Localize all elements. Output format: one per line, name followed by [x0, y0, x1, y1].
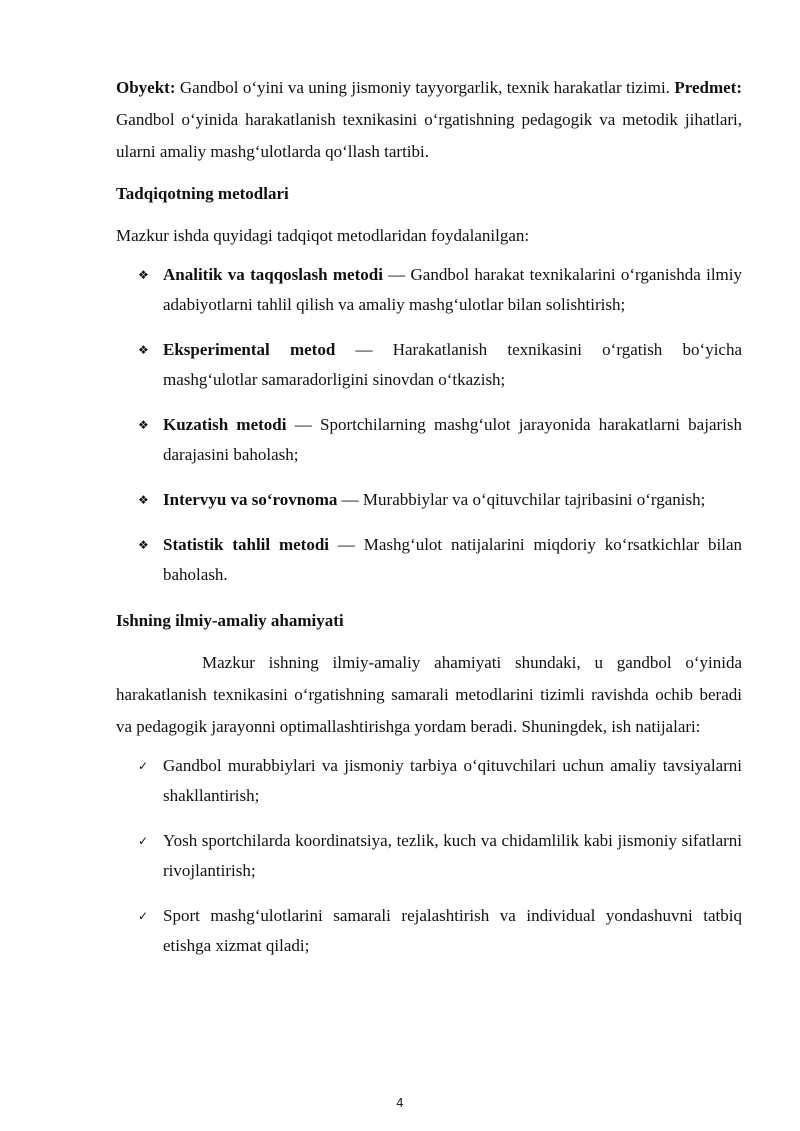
method-term: Kuzatish metodi [163, 415, 287, 434]
method-text: — Sportchilarning mashg‘ulot jarayonida harakatlarni bajarish darajasini baholash; [163, 415, 742, 464]
list-item [116, 530, 742, 590]
intro-block [116, 72, 742, 168]
diamond-bullet-icon: ❖ [138, 538, 149, 552]
list-item [116, 410, 742, 470]
list-item [116, 826, 742, 886]
method-text: — Murabbiylar va o‘qituvchilar tajribasini o‘rganish; [337, 490, 706, 509]
subject-text: Gandbol o‘yinida harakatlanish texnikasini o‘rgatishning pedagogik va metodik jihatlari, ularni amaliy mashg‘ulotlarda qo‘llash tartibi. [116, 110, 742, 161]
object-paragraph [116, 72, 742, 168]
method-term: Intervyu va so‘rovnoma [163, 490, 338, 509]
subject-label: Predmet: [674, 78, 742, 97]
methods-list [116, 260, 742, 590]
list-item [116, 485, 742, 515]
result-text: Yosh sportchilarda koordinatsiya, tezlik, kuch va chidamlilik kabi jismoniy sifatlarni rivojlantirish; [163, 831, 742, 880]
method-text: — Mashg‘ulot natijalarini miqdoriy ko‘rsatkichlar bilan baholash. [163, 535, 742, 584]
results-list [116, 751, 742, 961]
diamond-bullet-icon: ❖ [138, 493, 149, 507]
object-label: Obyekt: [116, 78, 176, 97]
result-text: Sport mashg‘ulotlarini samarali rejalashtirish va individual yondashuvni tatbiq etishga xizmat qiladi; [163, 906, 742, 955]
method-term: Statistik tahlil metodi [163, 535, 330, 554]
diamond-bullet-icon: ❖ [138, 268, 149, 282]
diamond-bullet-icon: ❖ [138, 343, 149, 357]
method-term: Eksperimental metod [163, 340, 336, 359]
result-text: Gandbol murabbiylari va jismoniy tarbiya o‘qituvchilari uchun amaliy tavsiyalarni shakllantirish; [163, 756, 742, 805]
list-item [116, 901, 742, 961]
diamond-bullet-icon: ❖ [138, 418, 149, 432]
page-content [116, 72, 742, 976]
methods-heading: Tadqiqotning metodlari [116, 184, 289, 203]
method-text: — Gandbol harakat texnikalarini o‘rganishda ilmiy adabiyotlarni tahlil qilish va amaliy mashg‘ulotlar bilan solishtirish; [163, 265, 742, 314]
checkmark-icon: ✓ [138, 909, 149, 923]
methods-lead: Mazkur ishda quyidagi tadqiqot metodlaridan foydalanilgan: [116, 226, 530, 245]
object-text: Gandbol o‘yini va uning jismoniy tayyorgarlik, texnik harakatlar tizimi. [175, 78, 670, 97]
checkmark-icon: ✓ [138, 834, 149, 848]
significance-heading: Ishning ilmiy-amaliy ahamiyati [116, 611, 344, 630]
page-number: 4 [396, 1096, 404, 1110]
list-item [116, 260, 742, 320]
method-text: — Harakatlanish texnikasini o‘rgatish bo‘yicha mashg‘ulotlar samaradorligini sinovdan o‘tkazish; [163, 340, 743, 389]
method-term: Analitik va taqqoslash metodi [163, 265, 383, 284]
significance-paragraph: Mazkur ishning ilmiy-amaliy ahamiyati shundaki, u gandbol o‘yinida harakatlanish texnikasini o‘rgatishning samarali metodlarini tizimli ravishda ochib beradi va pedagogik jarayonni optimallashtirishga yordam beradi. Shuningdek, ish natijalari: [116, 653, 742, 736]
checkmark-icon: ✓ [138, 759, 149, 773]
list-item [116, 335, 742, 395]
list-item [116, 751, 742, 811]
